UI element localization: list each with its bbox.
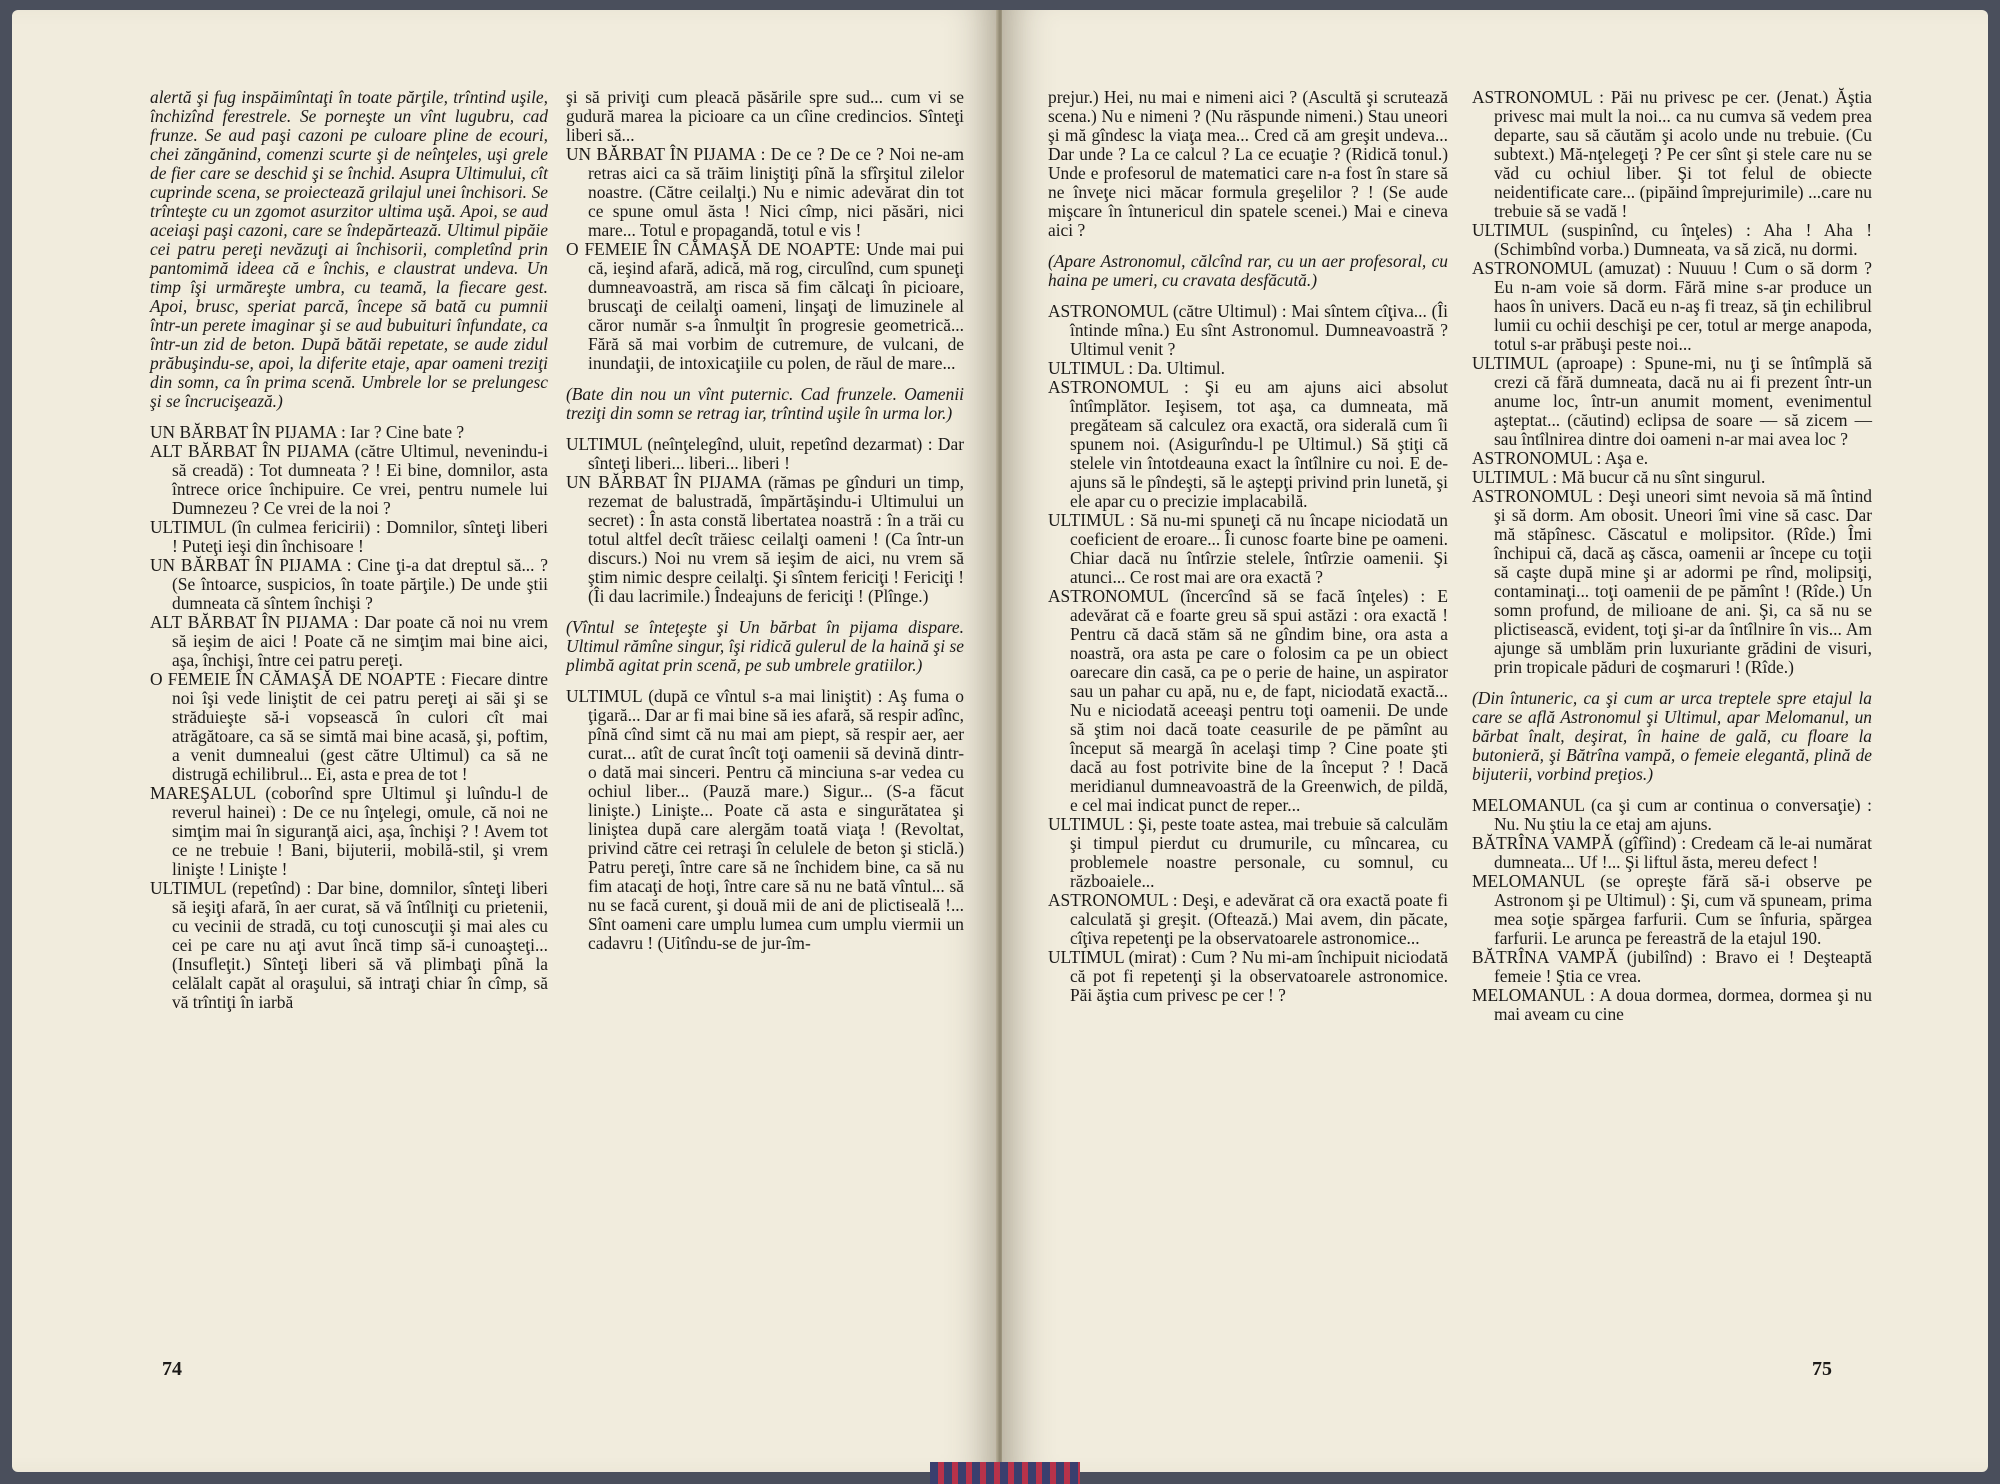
dialogue-paragraph: O FEMEIE ÎN CĂMAŞĂ DE NOAPTE : Fiecare dintre noi îşi vede liniştit de cei patru pereţi ai săi şi se străduieşte să-i vopsească în culori cît mai atrăgătoare, ca să se simtă mai bine acasă, şi, poftim, a venit dumnealui (gest către Ultimul) ca să ne distrugă echilibrul... Ei, asta e prea de tot ! bbox=[150, 669, 548, 784]
dialogue-paragraph: ALT BĂRBAT ÎN PIJAMA : Dar poate că noi nu vrem să ieşim de aici ! Poate că ne simţim mai bine aici, aşa, închişi, între cei patru pereţi. bbox=[150, 612, 548, 670]
dialogue-paragraph: ALT BĂRBAT ÎN PIJAMA (către Ultimul, nevenindu-i să creadă) : Tot dumneata ? ! Ei bine, domnilor, asta întrece orice închipuire. Ce vrei, pentru numele lui Dumnezeu ? Ce vrei de la noi ? bbox=[150, 441, 548, 518]
bookmark-ribbon bbox=[930, 1462, 1080, 1484]
right-column-2 bbox=[1472, 88, 1872, 1024]
page-number-left: 74 bbox=[162, 1358, 182, 1380]
dialogue-paragraph: MELOMANUL (ca şi cum ar continua o conversaţie) : Nu. Nu ştiu la ce etaj am ajuns. bbox=[1472, 795, 1872, 834]
dialogue-paragraph: BĂTRÎNA VAMPĂ (jubilînd) : Bravo ei ! Deşteaptă femeie ! Ştia ce vrea. bbox=[1472, 947, 1872, 986]
dialogue-paragraph: UN BĂRBAT ÎN PIJAMA : Cine ţi-a dat dreptul să... ? (Se întoarce, suspicios, în toate părţile.) De unde ştii dumneata că sîntem închişi ? bbox=[150, 555, 548, 613]
dialogue-paragraph: ULTIMUL (în culmea fericirii) : Domnilor, sînteţi liberi ! Puteţi ieşi din închisoare ! bbox=[150, 517, 548, 556]
left-column-1 bbox=[150, 88, 548, 1012]
dialogue-paragraph: ASTRONOMUL (încercînd să se facă înţeles) : E adevărat că e foarte greu să spui astăzi : ora exactă ! Pentru că dacă stăm să ne gîndim bine, ora asta a noastră, ora asta pe care o folosim ca pe un obiect oarecare din casă, ca pe o perie de haine, un aspirator sau un pahar cu apă, nu e, de fapt, niciodată exactă... Nu e niciodată aceeaşi pentru toţi oamenii. De unde să ştim noi dacă toate ceasurile de pe pămînt au început să meargă în acelaşi timp ? Cine poate şti dacă au fost potrivite bine de la început ? ! Dacă meridianul dumneavoastră de la Greenwich, de pildă, e cel mai indicat punct de reper... bbox=[1048, 586, 1448, 815]
stage-direction: (Din întuneric, ca şi cum ar urca treptele spre etajul la care se află Astronomul şi Ultimul, apar Melomanul, un bărbat înalt, deşirat, în haine de gală, cu floare la butonieră, şi Bătrîna vampă, o femeie elegantă, plină de bijuterii, vorbind preţios.) bbox=[1472, 688, 1872, 784]
stage-direction: (Bate din nou un vînt puternic. Cad frunzele. Oamenii treziţi din somn se retrag iar, trîntind uşile în urma lor.) bbox=[566, 384, 964, 423]
dialogue-paragraph: ASTRONOMUL : Păi nu privesc pe cer. (Jenat.) Ăştia privesc mai mult la noi... ca nu cumva să vedem prea departe, sau să căutăm şi acolo unde nu trebuie. (Cu subtext.) Mă-nţelegeţi ? Pe cer sînt şi stele care nu se văd cu ochiul liber. Şi tot felul de obiecte neidentificate care... (pipăind împrejurimile) ...care nu trebuie să se vadă ! bbox=[1472, 87, 1872, 221]
dialogue-paragraph: şi să priviţi cum pleacă păsările spre sud... cum vi se gudură marea la picioare ca un cîine credincios. Sînteţi liberi să... bbox=[566, 87, 964, 145]
right-page bbox=[1002, 10, 1988, 1472]
dialogue-paragraph: ASTRONOMUL : Aşa e. bbox=[1472, 448, 1649, 468]
dialogue-paragraph: BĂTRÎNA VAMPĂ (gîfîind) : Credeam că le-ai numărat dumneata... Uf !... Şi liftul ăsta, mereu defect ! bbox=[1472, 833, 1872, 872]
dialogue-paragraph: ULTIMUL (neînţelegînd, uluit, repetînd dezarmat) : Dar sînteţi liberi... liberi... liberi ! bbox=[566, 434, 964, 473]
left-page bbox=[12, 10, 998, 1472]
dialogue-paragraph: ULTIMUL (după ce vîntul s-a mai liniştit) : Aş fuma o ţigară... Dar ar fi mai bine să ies afară, să respir adînc, pînă cînd simt că nu mai am piept, să respir aer, aer curat... atît de curat încît toţi oamenii să devină dintr-o dată mai sinceri. Pentru că minciuna s-ar vedea cu ochiul liber... (Pauză mare.) Sigur... (S-a făcut linişte.) Linişte... Poate că asta e singurătatea şi liniştea după care alergăm toată viaţa ! (Revoltat, privind către cei retraşi în celulele de beton şi sticlă.) Patru pereţi, între care să ne închidem bine, ca să nu fim atacaţi de hoţi, între care să nu ne bată vîntul... să nu se facă curent, şi două mii de ani de plictiseală !... Sînt oameni care umplu lumea cum umplu viermii un cadavru ! (Uitîndu-se de jur-îm- bbox=[566, 686, 964, 953]
dialogue-paragraph: ULTIMUL (aproape) : Spune-mi, nu ţi se întîmplă să crezi că fără dumneata, dacă nu ai fi prezent într-un anume loc, într-un anumit moment, evenimentul aşteptat... (căutind) eclipsa de soare — să zicem — sau întîlnirea dintre doi oameni n-ar mai avea loc ? bbox=[1472, 353, 1872, 449]
stage-direction: alertă şi fug inspăimîntaţi în toate părţile, trîntind uşile, închizînd ferestrele. Se porneşte un vînt lugubru, cad frunze. Se aud paşi cazoni pe culoare pline de ecouri, chei zăngănind, comenzi scurte şi de neînţeles, uşi grele de fier care se deschid şi se închid. Asupra Ultimului, cît cuprinde scena, se proiectează grilajul unei închisori. Se trînteşte cu un zgomot asurzitor ultima uşă. Apoi, se aud aceiaşi paşi cazoni, care se îndepărtează. Ultimul pipăie cei patru pereţi nevăzuţi ai închisorii, completînd prin pantomimă ideea că e închis, e claustrat undeva. Un timp îşi urmăreşte umbra, cu teamă, la fiecare gest. Apoi, brusc, speriat parcă, începe să bată cu pumnii într-un perete imaginar şi se aud bubuituri înfundate, ca într-un zid de beton. După bătăi repetate, se aude zidul prăbuşindu-se, apoi, la diferite etaje, apar oameni treziţi din somn, ca în prima scenă. Umbrele lor se prelungesc şi se încrucişează.) bbox=[150, 87, 548, 411]
dialogue-paragraph: ULTIMUL : Da. Ultimul. bbox=[1048, 358, 1225, 378]
dialogue-paragraph: ULTIMUL : Şi, peste toate astea, mai trebuie să calculăm şi timpul pierdut cu drumurile, cu mîncarea, cu problemele noastre personale, cu somnul, cu războaiele... bbox=[1048, 814, 1448, 891]
dialogue-paragraph: UN BĂRBAT ÎN PIJAMA : De ce ? De ce ? Noi ne-am retras aici ca să trăim liniştiţi pînă la sfîrşitul zilelor noastre. (Către ceilalţi.) Nu e nimic adevărat din tot ce spune omul ăsta ! Nici cîmp, nici păsări, nici mare... Totul e propagandă, totul e vis ! bbox=[566, 144, 964, 240]
dialogue-paragraph: MAREŞALUL (coborînd spre Ultimul şi luîndu-l de reverul hainei) : De ce nu înţelegi, omule, că noi ne simţim mai în siguranţă aici, aşa, închişi ? ! Avem tot ce ne trebuie ! Bani, bijuterii, mobilă-stil, şi vrem linişte ! Linişte ! bbox=[150, 783, 548, 879]
dialogue-paragraph: ASTRONOMUL (către Ultimul) : Mai sîntem cîţiva... (Îi întinde mîna.) Eu sînt Astronomul. Dumneavoastră ? Ultimul venit ? bbox=[1048, 301, 1448, 359]
right-column-1 bbox=[1048, 88, 1448, 1005]
left-column-2 bbox=[566, 88, 964, 953]
dialogue-paragraph: UN BĂRBAT ÎN PIJAMA (rămas pe gînduri un timp, rezemat de balustradă, împărtăşindu-i Ultimului un secret) : În asta constă libertatea noastră : în a trăi cu totul altfel decît trăiesc ceilalţi oameni ! (Ca într-un discurs.) Noi nu vrem să ieşim de aici, nu vrem să ştim nimic despre ceilalţi. Şi sîntem fericiţi ! Fericiţi ! (Îi dau lacrimile.) Îndeajuns de fericiţi ! (Plînge.) bbox=[566, 472, 964, 606]
dialogue-paragraph: ULTIMUL (repetînd) : Dar bine, domnilor, sînteţi liberi să ieşiţi afară, în aer curat, să vă întîlniţi cu prietenii, cu vecinii de stradă, cu toţi cunoscuţii şi mai ales cu cei pe care nu aţi avut încă timp să-i cunoaşteţi... (Insufleţit.) Sînteţi liberi să vă plimbaţi pînă la celălalt capăt al oraşului, să intraţi chiar în cîmp, să vă trîntiţi în iarbă bbox=[150, 878, 548, 1012]
page-number-right: 75 bbox=[1812, 1358, 1832, 1380]
dialogue-paragraph: UN BĂRBAT ÎN PIJAMA : Iar ? Cine bate ? bbox=[150, 422, 465, 442]
dialogue-paragraph: MELOMANUL (se opreşte fără să-i observe pe Astronom şi pe Ultimul) : Şi, cum vă spuneam, prima mea soţie spărgea farfurii. Cum se înfuria, spărgea farfurii. Le arunca pe fereastră de la etajul 190. bbox=[1472, 871, 1872, 948]
dialogue-paragraph: ULTIMUL : Mă bucur că nu sînt singurul. bbox=[1472, 467, 1766, 487]
dialogue-paragraph: ASTRONOMUL : Deşi uneori simt nevoia să mă întind şi să dorm. Am obosit. Uneori îmi vine să casc. Dar mă stăpînesc. Căscatul e molipsitor. (Rîde.) Îmi închipui că, dacă aş căsca, oamenii ar începe cu toţii să caşte după mine şi ar adormi pe rînd, molipsiţi, contaminaţi... toţi oamenii de pe pămînt ! (Rîde.) Un somn profund, de milioane de ani. Şi, ca să nu se plictisească, evident, toţi şi-ar da întîlnire în vis... Am ajunge să umblăm prin luxuriante grădini de visuri, prin tropicale păduri de coşmaruri ! (Rîde.) bbox=[1472, 486, 1872, 677]
dialogue-paragraph: ULTIMUL (suspinînd, cu înţeles) : Aha ! Aha ! (Schimbînd vorba.) Dumneata, va să zică, nu dormi. bbox=[1472, 220, 1872, 259]
dialogue-paragraph: ASTRONOMUL : Deşi, e adevărat că ora exactă poate fi calculată şi greşit. (Oftează.) Mai avem, din păcate, cîţiva repetenţi pe la observatoarele astronomice... bbox=[1048, 890, 1448, 948]
stage-direction: (Apare Astronomul, călcînd rar, cu un aer profesoral, cu haina pe umeri, cu cravata desfăcută.) bbox=[1048, 251, 1448, 290]
dialogue-paragraph: O FEMEIE ÎN CĂMAŞĂ DE NOAPTE: Unde mai pui că, ieşind afară, adică, mă rog, circulînd, cum spuneţi dumneavoastră, am risca să fim călcaţi în picioare, bruscaţi de ceilalţi oameni, linşaţi de limuzinele al căror număr s-a înmulţit în progresie geometrică... Fără să mai vorbim de cutremure, de vulcani, de inundaţii, de intoxicaţiile cu polen, de răul de mare... bbox=[566, 239, 964, 373]
dialogue-paragraph: prejur.) Hei, nu mai e nimeni aici ? (Ascultă şi scrutează scena.) Nu e nimeni ? (Nu răspunde nimeni.) Stau uneori şi mă gîndesc la viaţa mea... Cred că am greşit undeva... Dar unde ? La ce calcul ? La ce ecuaţie ? (Ridică tonul.) Unde e profesorul de matematici care n-a fost în stare să ne înveţe nici măcar formula greşelilor ? ! (Se aude mişcare în întunericul din spatele scenei.) Mai e cineva aici ? bbox=[1048, 87, 1448, 240]
dialogue-paragraph: ASTRONOMUL (amuzat) : Nuuuu ! Cum o să dorm ? Eu n-am voie să dorm. Fără mine s-ar produce un haos în univers. Dacă eu n-aş fi treaz, să ţin echilibrul lumii cu ochii deschişi pe cer, totul ar merge anapoda, totul s-ar prăbuşi peste noi... bbox=[1472, 258, 1872, 354]
dialogue-paragraph: MELOMANUL : A doua dormea, dormea, dormea şi nu mai aveam cu cine bbox=[1472, 985, 1872, 1024]
stage-direction: (Vîntul se înteţeşte şi Un bărbat în pijama dispare. Ultimul rămîne singur, îşi ridică gulerul de la haină şi se plimbă agitat prin scenă, pe sub umbrele gratiilor.) bbox=[566, 617, 964, 675]
dialogue-paragraph: ULTIMUL (mirat) : Cum ? Nu mi-am închipuit niciodată că pot fi repetenţi şi la observatoarele astronomice. Păi ăştia cum privesc pe cer ! ? bbox=[1048, 947, 1448, 1005]
dialogue-paragraph: ULTIMUL : Să nu-mi spuneţi că nu încape niciodată un coeficient de eroare... Îi cunosc foarte bine pe oameni. Chiar dacă nu întîrzie stelele, întîrzie oamenii. Şi atunci... Ce rost mai are ora exactă ? bbox=[1048, 510, 1448, 587]
dialogue-paragraph: ASTRONOMUL : Şi eu am ajuns aici absolut întîmplător. Ieşisem, tot aşa, ca dumneata, mă pregăteam să calculez ora exactă, ora siderală cum îi spunem noi. (Asigurîndu-l pe Ultimul.) Să ştiţi că stelele vin întotdeauna exact la întîlnire cu noi. E de-ajuns să le pîndeşti, să le aştepţi privind prin lunetă, şi ele apar cu o precizie implacabilă. bbox=[1048, 377, 1448, 511]
